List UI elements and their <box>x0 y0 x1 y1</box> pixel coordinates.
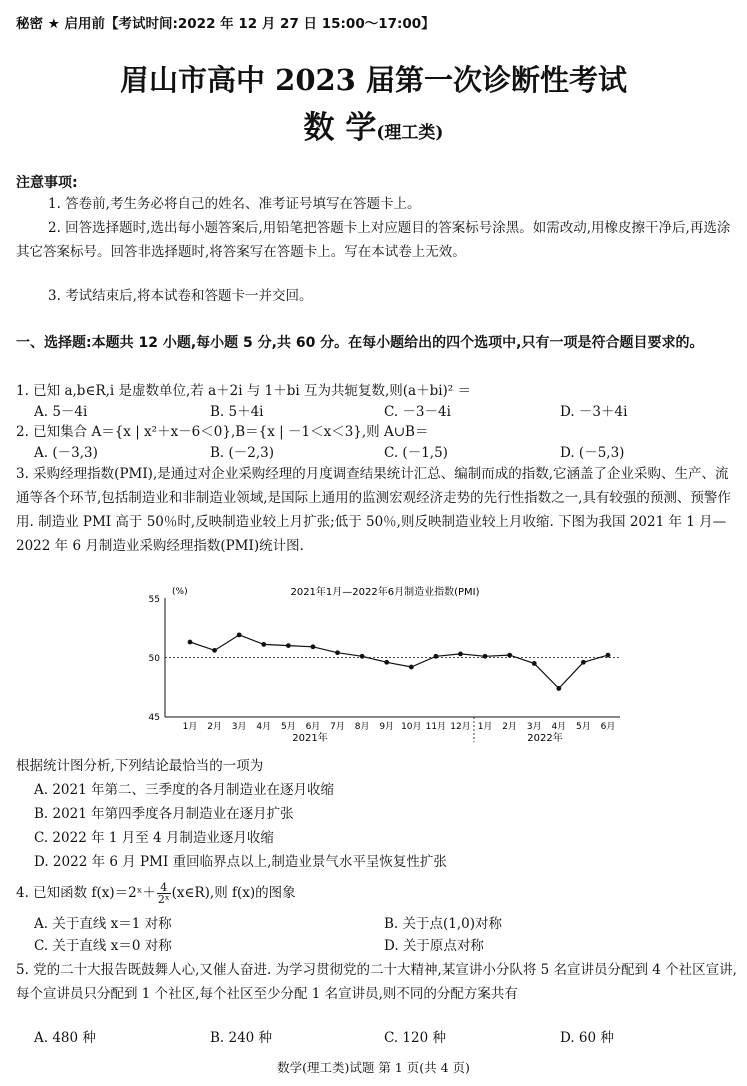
x-tick-label: 6月 <box>600 722 616 732</box>
q3-option-b: B. 2021 年第四季度各月制造业在逐月扩张 <box>34 806 294 822</box>
pmi-point-11 <box>433 654 438 659</box>
x-tick-label: 4月 <box>551 722 567 732</box>
notice-item-1: 1. 答卷前,考生务必将自己的姓名、准考证号填写在答题卡上。 <box>48 196 421 212</box>
pmi-point-14 <box>507 653 512 658</box>
q4-prefix: 4. 已知函数 f(x)＝2ˣ＋ <box>16 885 156 901</box>
question-2-stem: 2. 已知集合 A＝{x | x²＋x－6＜0},B＝{x | －1＜x＜3},则 A∪B＝ <box>16 424 429 440</box>
notice-item-2: 2. 回答选择题时,选出每小题答案后,用铅笔把答题卡上对应题目的答案标号涂黑。如需改动,用橡皮擦干净后,再选涂其它答案标号。回答非选择题时,将答案写在答题卡上。写在本试卷上无效。 <box>16 220 731 260</box>
q1-option-c: C. －3－4i <box>384 404 451 420</box>
year-label-2022: 2022年 <box>527 733 563 744</box>
x-tick-label: 10月 <box>401 722 422 732</box>
question-3-stem: 3. 采购经理指数(PMI),是通过对企业采购经理的月度调查结果统计汇总、编制而成的指数,它涵盖了企业采购、生产、流通等各个环节,包括制造业和非制造业领域,是国际上通用的监测宏观经济走势的先行性指数之一,具有较强的预测、预警作用. 制造业 PMI 高于 50％时,反映制造业较上月扩张;低于 50％,则反映制造业较上月收缩. 下图为我国 2021 年 1 月—2022 年 6 月制造业采购经理指数(PMI)统计图. <box>16 466 731 554</box>
q4-option-c: C. 关于直线 x＝0 对称 <box>34 938 172 954</box>
y-axis-label: (%) <box>172 587 188 597</box>
page-footer: 数学(理工类)试题 第 1 页(共 4 页) <box>277 1060 470 1075</box>
q5-option-b: B. 240 种 <box>210 1030 273 1046</box>
pmi-point-7 <box>335 650 340 655</box>
q3-option-a: A. 2021 年第二、三季度的各月制造业在逐月收缩 <box>34 782 334 798</box>
q2-option-b: B. (－2,3) <box>210 445 275 461</box>
x-tick-label: 6月 <box>305 722 321 732</box>
y-tick-label: 55 <box>148 595 160 605</box>
x-tick-label: 9月 <box>379 722 395 732</box>
q4-suffix: (x∈R),则 f(x)的图象 <box>171 885 296 901</box>
question-3-prompt: 根据统计图分析,下列结论最恰当的一项为 <box>16 758 264 774</box>
pmi-series-line <box>190 635 608 689</box>
question-4-stem <box>16 878 738 908</box>
q4-fraction-numerator: 4 <box>157 882 171 894</box>
q4-option-b: B. 关于点(1,0)对称 <box>384 916 503 932</box>
pmi-point-2 <box>212 648 217 653</box>
pmi-point-4 <box>261 642 266 647</box>
pmi-point-15 <box>532 661 537 666</box>
question-5-stem: 5. 党的二十大报告既鼓舞人心,又催人奋进. 为学习贯彻党的二十大精神,某宣讲小分队将 5 名宣讲员分配到 4 个社区宣讲,每个宣讲员只分配到 1 个社区,每个社区至少分配 1 名宣讲员,则不同的分配方案共有 <box>16 962 737 1002</box>
x-tick-label: 8月 <box>354 722 370 732</box>
q4-option-a: A. 关于直线 x＝1 对称 <box>34 916 172 932</box>
subject-track: (理工类) <box>376 123 444 143</box>
exam-header: 秘密 ★ 启用前【考试时间:2022 年 12 月 27 日 15:00～17:00】 <box>16 16 435 32</box>
q3-option-d: D. 2022 年 6 月 PMI 重回临界点以上,制造业景气水平呈恢复性扩张 <box>34 854 447 870</box>
subject-title <box>0 102 747 147</box>
pmi-point-18 <box>606 653 611 658</box>
pmi-point-12 <box>458 652 463 657</box>
pmi-point-13 <box>483 654 488 659</box>
x-tick-label: 12月 <box>450 722 471 732</box>
subject-name: 数 学 <box>303 110 377 146</box>
x-tick-label: 7月 <box>330 722 345 732</box>
q3-option-c: C. 2022 年 1 月至 4 月制造业逐月收缩 <box>34 830 274 846</box>
pmi-point-6 <box>311 644 316 649</box>
x-tick-labels <box>183 721 616 732</box>
y-tick-label: 45 <box>148 713 160 723</box>
x-tick-label: 5月 <box>576 722 591 732</box>
x-tick-label: 2月 <box>502 722 518 732</box>
q2-option-a: A. (－3,3) <box>34 445 98 461</box>
q4-fraction-denominator: 2ˣ <box>157 893 170 906</box>
q4-fraction <box>157 882 171 905</box>
pmi-point-5 <box>286 643 291 648</box>
x-tick-label: 11月 <box>425 722 447 732</box>
x-tick-label: 3月 <box>526 722 542 732</box>
pmi-line-chart <box>140 580 630 745</box>
q2-option-d: D. (－5,3) <box>560 445 625 461</box>
question-1-stem: 1. 已知 a,b∈R,i 是虚数单位,若 a＋2i 与 1＋bi 互为共轭复数,则(a＋bi)² ＝ <box>16 383 471 399</box>
notice-item-3: 3. 考试结束后,将本试卷和答题卡一并交回。 <box>48 288 313 304</box>
q5-option-c: C. 120 种 <box>384 1030 446 1046</box>
pmi-point-3 <box>237 632 242 637</box>
pmi-point-8 <box>360 654 365 659</box>
pmi-point-1 <box>188 640 193 645</box>
pmi-point-16 <box>556 686 561 691</box>
x-tick-label: 1月 <box>182 722 198 732</box>
q2-option-c: C. (－1,5) <box>384 445 448 461</box>
x-tick-label: 4月 <box>256 722 272 732</box>
q1-option-b: B. 5＋4i <box>210 404 264 420</box>
pmi-points <box>188 632 611 690</box>
q1-option-d: D. －3＋4i <box>560 404 628 420</box>
q5-option-a: A. 480 种 <box>34 1030 96 1046</box>
x-tick-label: 1月 <box>477 722 493 732</box>
pmi-point-9 <box>384 660 389 665</box>
exam-title: 眉山市高中 2023 届第一次诊断性考试 <box>120 63 627 97</box>
pmi-point-17 <box>581 660 586 665</box>
x-tick-label: 2月 <box>207 722 222 732</box>
notice-title: 注意事项: <box>16 175 78 191</box>
x-tick-label: 5月 <box>280 722 296 732</box>
q1-option-a: A. 5－4i <box>34 404 88 420</box>
x-tick-label: 3月 <box>231 722 247 732</box>
pmi-point-10 <box>409 665 414 670</box>
q4-option-d: D. 关于原点对称 <box>384 938 484 954</box>
chart-title: 2021年1月—2022年6月制造业指数(PMI) <box>290 587 480 598</box>
y-tick-label: 50 <box>148 654 160 664</box>
q5-option-d: D. 60 种 <box>560 1030 614 1046</box>
year-label-2021: 2021年 <box>292 733 328 744</box>
section-heading: 一、选择题:本题共 12 小题,每小题 5 分,共 60 分。在每小题给出的四个选项中,只有一项是符合题目要求的。 <box>16 335 704 351</box>
